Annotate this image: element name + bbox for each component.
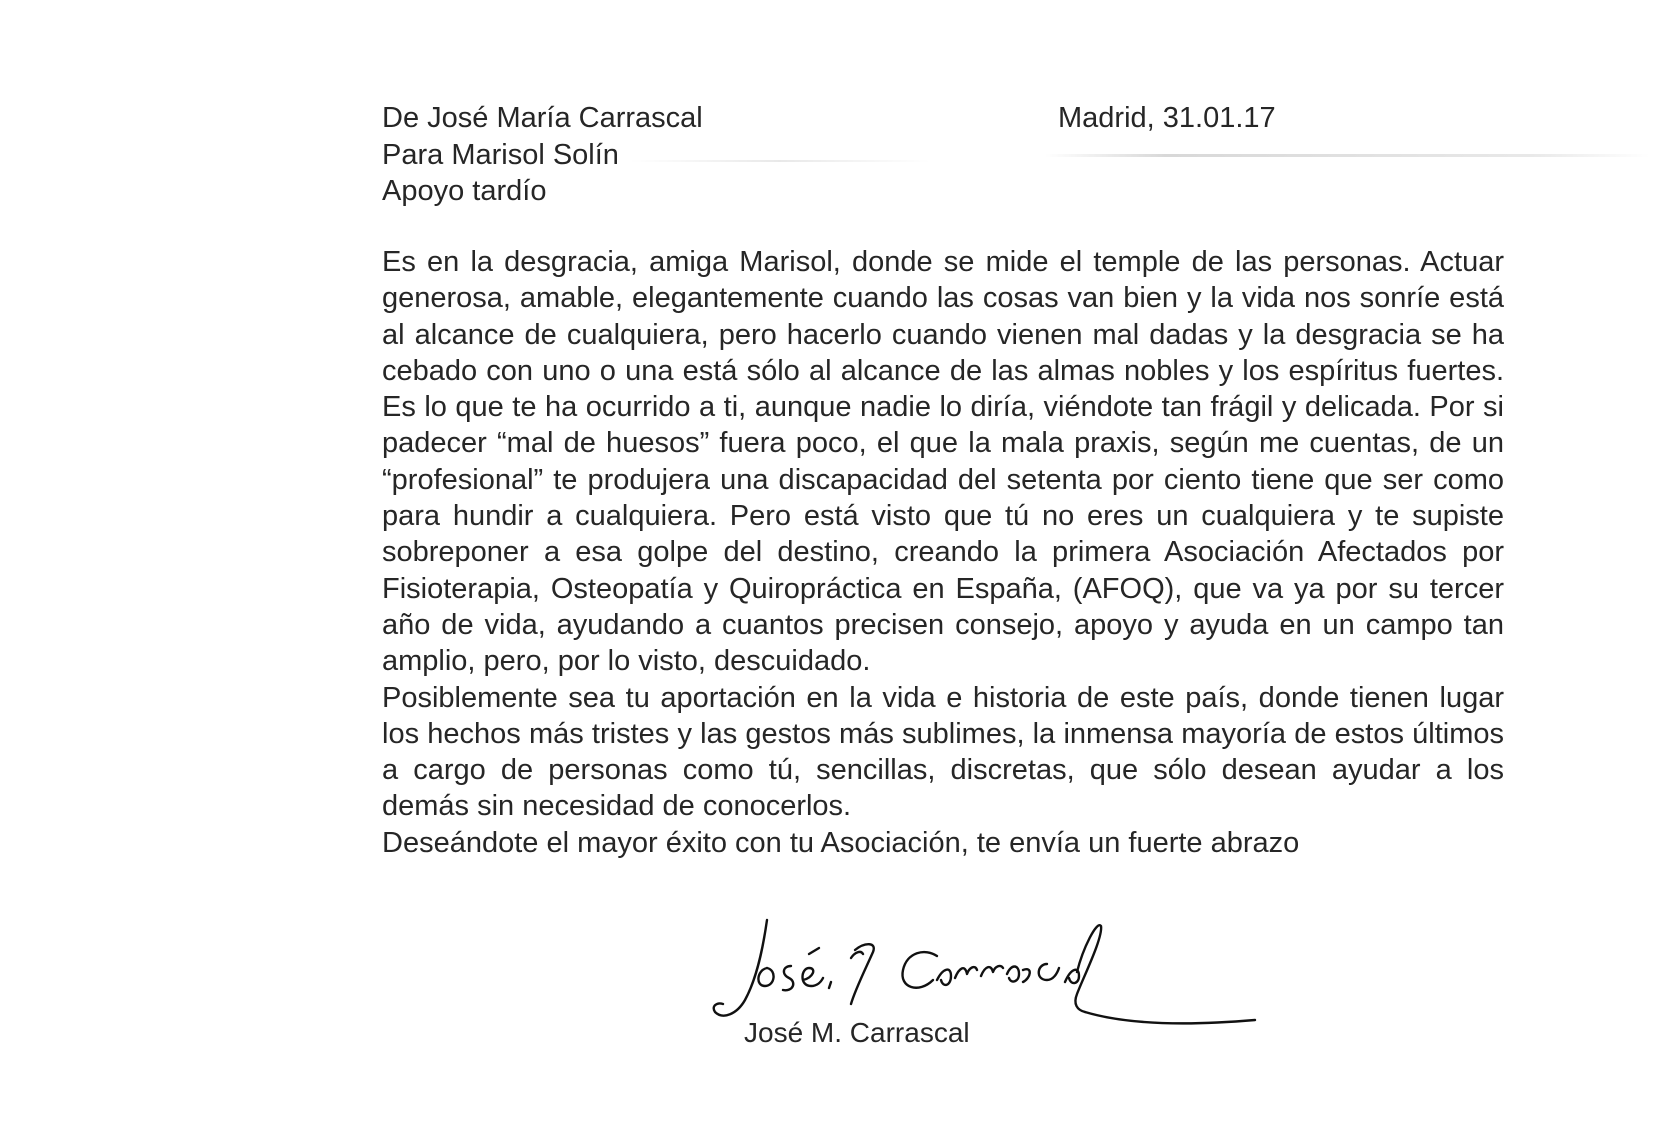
letter-from: De José María Carrascal xyxy=(382,102,703,134)
letter-paragraph: Posiblemente sea tu aportación en la vida e historia de este país, donde tienen lugar los hechos más tristes y las gestos más sublimes, la inmensa mayoría de estos últimos a cargo de personas como tú, sencillas, discretas, que sólo desean ayudar a los demás sin necesidad de conocerlos. xyxy=(382,681,1504,823)
letter-recipient: Para Marisol Solín xyxy=(382,139,619,171)
letter-date: Madrid, 31.01.17 xyxy=(1058,102,1276,134)
scan-artifact-line xyxy=(630,160,930,162)
scan-artifact-line xyxy=(1045,154,1650,157)
letter-subject: Apoyo tardío xyxy=(382,175,547,207)
letter-closing: Deseándote el mayor éxito con tu Asociación, te envía un fuerte abrazo xyxy=(382,826,1300,859)
signer-name: José M. Carrascal xyxy=(744,1017,970,1048)
letter-body xyxy=(382,244,1504,861)
letter-paragraph: Es en la desgracia, amiga Marisol, donde se mide el temple de las personas. Actuar generosa, amable, elegantemente cuando las cosas van bien y la vida nos sonríe está al alcance de cualquiera, pero hacerlo cuando vienen mal dadas y la desgracia se ha cebado con uno o una está sólo al alcance de las almas nobles y los espíritus fuertes. Es lo que te ha ocurrido a ti, aunque nadie lo diría, viéndote tan frágil y delicada. Por si padecer “mal de huesos” fuera poco, el que la mala praxis, según me cuentas, de un “profesional” te produjera una discapacidad del setenta por ciento tiene que ser como para hundir a cualquiera. Pero está visto que tú no eres un cualquiera y te supiste sobreponer a esa golpe del destino, creando la primera Asociación Afectados por Fisioterapia, Osteopatía y Quiropráctica en España, (AFOQ), que va ya por su tercer año de vida, ayudando a cuantos precisen consejo, apoyo y ayuda en un campo tan amplio, pero, por lo visto, descuidado. xyxy=(382,246,1504,678)
